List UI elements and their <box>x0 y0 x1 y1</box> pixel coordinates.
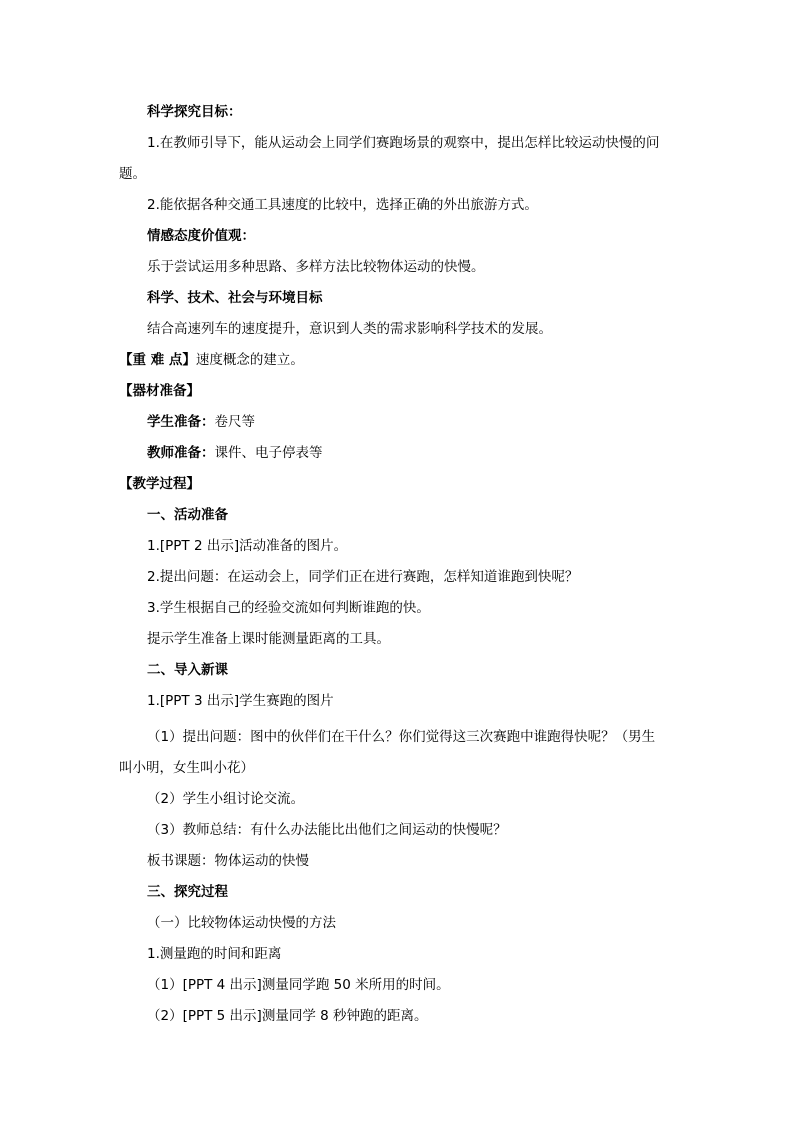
paragraph-line: 2.提出问题：在运动会上，同学们正在进行赛跑，怎样知道谁跑到快呢？ <box>147 569 579 585</box>
heading-sts-goal: 科学、技术、社会与环境目标 <box>147 290 323 306</box>
heading-materials: 【器材准备】 <box>119 383 200 399</box>
paragraph-line: 1.在教师引导下，能从运动会上同学们赛跑场景的观察中，提出怎样比较运动快慢的问 <box>147 135 660 151</box>
teacher-materials-label: 教师准备： <box>147 445 215 461</box>
student-materials-text: 卷尺等 <box>214 414 255 430</box>
paragraph-line: 1.测量跑的时间和距离 <box>147 946 282 962</box>
key-point-label: 【重 难 点】 <box>119 352 196 368</box>
paragraph-line: （一）比较物体运动快慢的方法 <box>147 915 336 931</box>
paragraph-line: 1.[PPT 3 出示]学生赛跑的图片 <box>147 693 334 709</box>
paragraph-line: 1.[PPT 2 出示]活动准备的图片。 <box>147 538 348 554</box>
paragraph-line: （1）[PPT 4 出示]测量同学跑 50 米所用的时间。 <box>147 977 450 993</box>
paragraph-line: 提示学生准备上课时能测量距离的工具。 <box>147 631 390 647</box>
student-materials-label: 学生准备： <box>147 414 215 430</box>
heading-activity-prep: 一、活动准备 <box>147 507 228 523</box>
paragraph-line: 2.能依据各种交通工具速度的比较中，选择正确的外出旅游方式。 <box>147 197 538 213</box>
paragraph-line: （3）教师总结：有什么办法能比出他们之间运动的快慢呢？ <box>147 822 507 838</box>
paragraph-line: 板书课题：物体运动的快慢 <box>147 853 309 869</box>
paragraph-line: 结合高速列车的速度提升，意识到人类的需求影响科学技术的发展。 <box>147 321 552 337</box>
heading-new-lesson: 二、导入新课 <box>147 662 228 678</box>
key-point-line <box>119 350 304 370</box>
paragraph-line: （2）[PPT 5 出示]测量同学 8 秒钟跑的距离。 <box>147 1008 428 1024</box>
key-point-text: 速度概念的建立。 <box>195 352 304 368</box>
heading-science-goal: 科学探究目标： <box>147 104 242 120</box>
heading-inquiry: 三、探究过程 <box>147 884 228 900</box>
paragraph-line: （2）学生小组讨论交流。 <box>147 791 305 807</box>
heading-teaching-process: 【教学过程】 <box>119 476 200 492</box>
paragraph-line: 题。 <box>119 166 146 182</box>
paragraph-line: （1）提出问题：图中的伙伴们在干什么？你们觉得这三次赛跑中谁跑得快呢？（男生 <box>147 729 656 745</box>
teacher-materials-line <box>147 443 323 463</box>
heading-attitude: 情感态度价值观： <box>147 228 255 244</box>
paragraph-line: 乐于尝试运用多种思路、多样方法比较物体运动的快慢。 <box>147 259 485 275</box>
paragraph-line: 3.学生根据自己的经验交流如何判断谁跑的快。 <box>147 600 430 616</box>
teacher-materials-text: 课件、电子停表等 <box>214 445 323 461</box>
student-materials-line <box>147 412 255 432</box>
paragraph-line: 叫小明，女生叫小花） <box>119 760 254 776</box>
